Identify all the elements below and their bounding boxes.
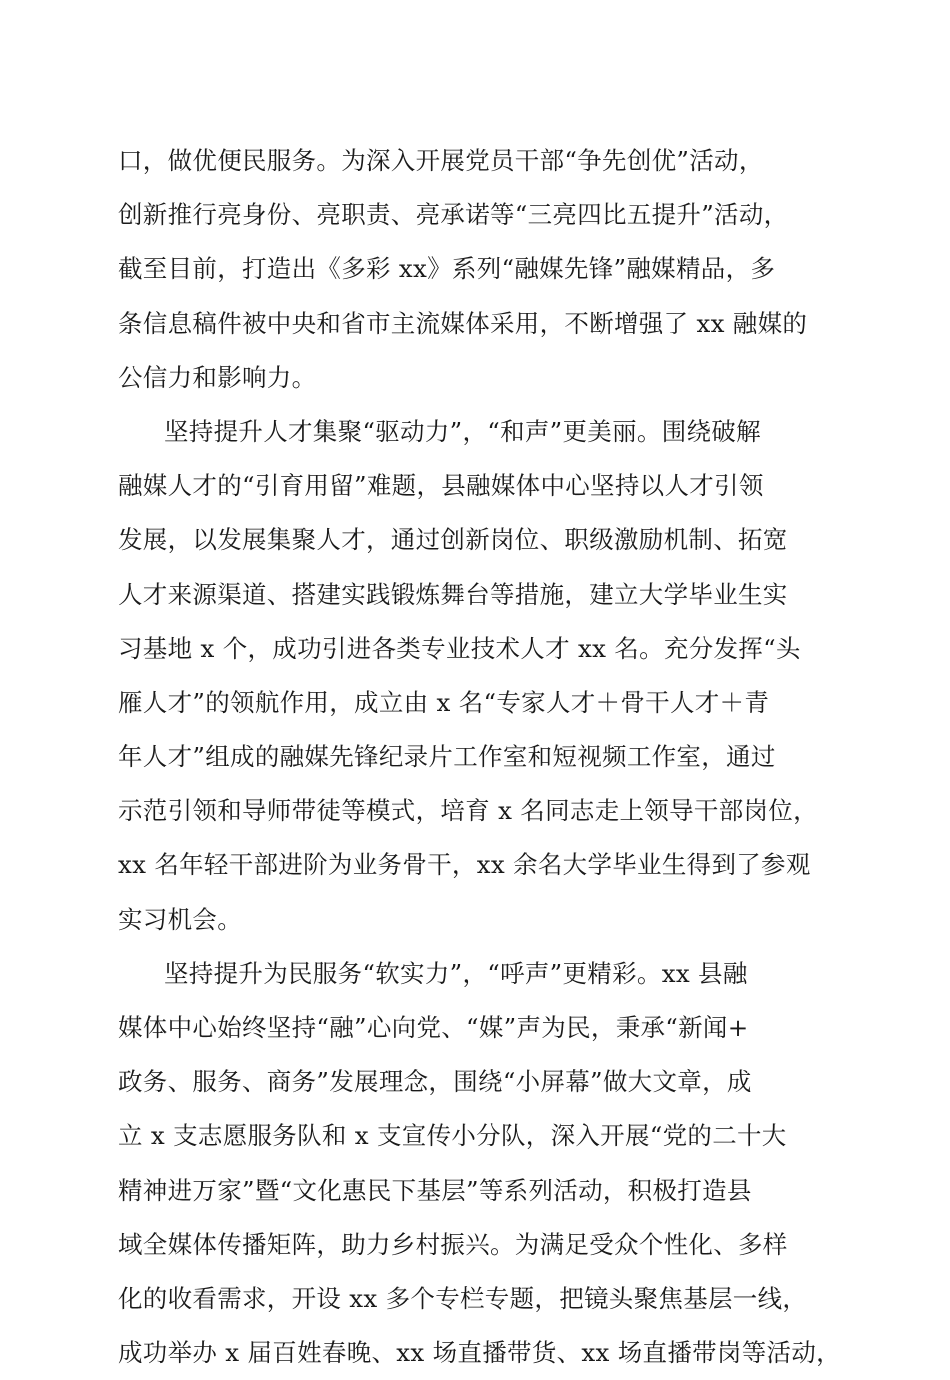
text-line: 习基地 x 个，成功引进各类专业技术人才 xx 名。充分发挥“头	[118, 633, 801, 663]
text-line: 条信息稿件被中央和省市主流媒体采用，不断增强了 xx 融媒的	[118, 308, 808, 338]
text-line: 融媒人才的“引育用留”难题，县融媒体中心坚持以人才引领	[118, 471, 764, 501]
text-line: 实习机会。	[118, 904, 242, 934]
paragraph-1	[118, 134, 838, 405]
text-line: 示范引领和导师带徒等模式，培育 x 名同志走上领导干部岗位，	[118, 796, 818, 826]
text-line: 精神进万家”暨“文化惠民下基层”等系列活动，积极打造县	[118, 1175, 752, 1205]
text-line: 化的收看需求，开设 xx 多个专栏专题，把镜头聚焦基层一线，	[118, 1283, 808, 1313]
text-line: 坚持提升为民服务“软实力”，“呼声”更精彩。xx 县融	[164, 958, 748, 988]
text-line: 年人才”组成的融媒先锋纪录片工作室和短视频工作室，通过	[118, 742, 776, 772]
text-line: 坚持提升人才集聚“驱动力”，“和声”更美丽。围绕破解	[164, 416, 761, 446]
text-line: 发展，以发展集聚人才，通过创新岗位、职级激励机制、拓宽	[118, 525, 788, 555]
text-line: 媒体中心始终坚持“融”心向党、“媒”声为民，秉承“新闻+	[118, 1013, 749, 1042]
document-body	[118, 134, 841, 1380]
text-line: 域全媒体传播矩阵，助力乡村振兴。为满足受众个性化、多样	[118, 1229, 788, 1259]
text-line: 创新推行亮身份、亮职责、亮承诺等“三亮四比五提升”活动，	[118, 200, 789, 230]
text-line: 截至目前，打造出《多彩 xx》系列“融媒先锋”融媒精品，多	[118, 254, 776, 284]
text-line: 雁人才”的领航作用，成立由 x 名“专家人才＋骨干人才＋青	[118, 687, 770, 717]
text-line: 成功举办 x 届百姓春晚、xx 场直播带货、xx 场直播带岗等活动，	[118, 1338, 841, 1368]
text-line: 公信力和影响力。	[118, 362, 317, 392]
text-line: 政务、服务、商务”发展理念，围绕“小屏幕”做大文章，成	[118, 1067, 752, 1097]
paragraph-2	[118, 405, 838, 947]
text-line: 人才来源渠道、搭建实践锻炼舞台等措施，建立大学毕业生实	[118, 579, 788, 609]
text-line: 立 x 支志愿服务队和 x 支宣传小分队，深入开展“党的二十大	[118, 1121, 787, 1151]
paragraph-3	[118, 947, 841, 1380]
text-line: xx 名年轻干部进阶为业务骨干，xx 余名大学毕业生得到了参观	[118, 850, 811, 880]
text-line: 口，做优便民服务。为深入开展党员干部“争先创优”活动，	[118, 146, 764, 175]
